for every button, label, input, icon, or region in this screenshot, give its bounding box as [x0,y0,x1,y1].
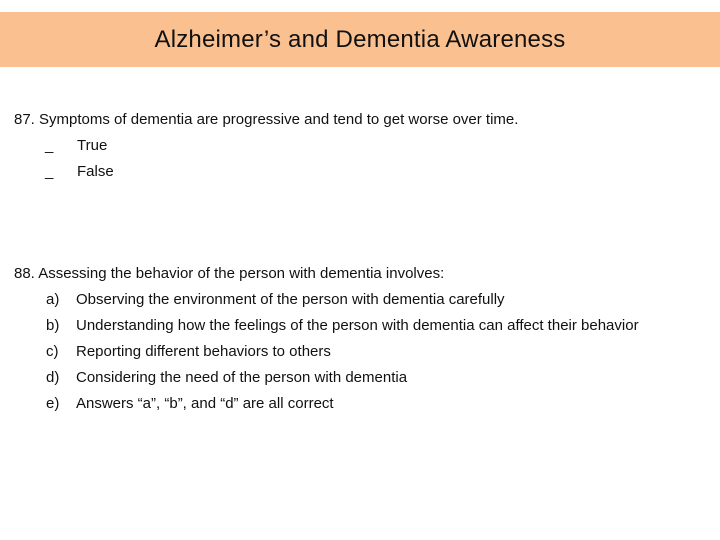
option-letter: e) [46,395,60,412]
option-label: Observing the environment of the person with dementia carefully [76,291,505,308]
answer-option-true[interactable] [14,133,518,159]
option-label: Reporting different behaviors to others [76,343,331,360]
answer-option-c[interactable] [14,339,639,365]
option-label: Answers “a”, “b”, and “d” are all correct [76,395,334,412]
question-88 [14,261,639,417]
option-label: False [77,163,114,180]
option-label: Considering the need of the person with dementia [76,369,408,386]
answer-option-e[interactable] [14,391,639,417]
option-letter: d) [46,369,60,386]
option-letter: b) [46,317,60,334]
question-text [14,107,518,133]
answer-option-d[interactable] [14,365,639,391]
question-87 [14,107,518,185]
answer-option-a[interactable] [14,287,639,313]
question-number: 87. [14,111,35,128]
question-prompt: Symptoms of dementia are progressive and tend to get worse over time. [39,111,519,128]
option-letter: a) [46,291,60,308]
question-number: 88. [14,265,35,282]
answer-option-false[interactable] [14,159,518,185]
option-blank-marker: _ [45,163,54,180]
option-label: Understanding how the feelings of the person with dementia can affect their behavior [76,317,639,334]
option-blank-marker: _ [45,137,54,154]
question-text [14,261,639,287]
title-banner [0,12,720,67]
question-prompt: Assessing the behavior of the person with dementia involves: [38,265,445,282]
page-title: Alzheimer’s and Dementia Awareness [154,25,566,53]
option-label: True [77,137,108,154]
answer-option-b[interactable] [14,313,639,339]
option-letter: c) [46,343,59,360]
